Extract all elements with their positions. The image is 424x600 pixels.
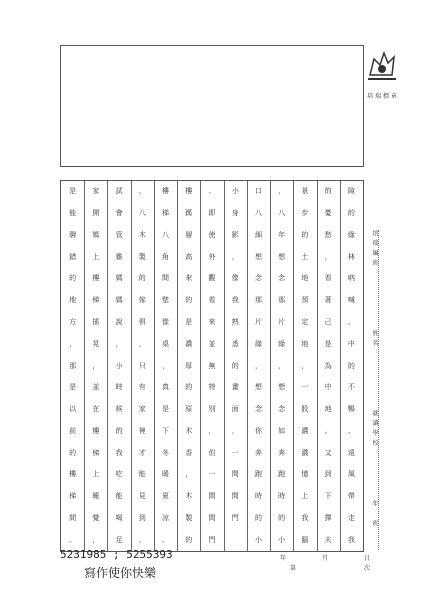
manuscript-cell: 蹊 bbox=[185, 209, 193, 218]
manuscript-cell: 帶 bbox=[347, 492, 355, 501]
manuscript-cell: 來 bbox=[185, 274, 193, 283]
manuscript-cell: 暢 bbox=[347, 405, 355, 414]
manuscript-cell: 層 bbox=[185, 230, 193, 239]
manuscript-cell: 只 bbox=[138, 361, 146, 370]
manuscript-cell: 、 bbox=[208, 187, 216, 196]
manuscript-cell: 下 bbox=[162, 426, 170, 435]
manuscript-cell: 桌 bbox=[162, 339, 170, 348]
manuscript-cell: 片 bbox=[278, 317, 286, 326]
manuscript-cell: 的 bbox=[69, 274, 77, 283]
manuscript-cell: 林 bbox=[347, 252, 355, 261]
manuscript-cell: ， bbox=[278, 361, 286, 370]
manuscript-cell: 是 bbox=[185, 317, 193, 326]
manuscript-cell: 、 bbox=[347, 426, 355, 435]
manuscript-column bbox=[224, 181, 247, 551]
manuscript-cell: 念 bbox=[254, 274, 262, 283]
manuscript-cell: 梯 bbox=[69, 492, 77, 501]
manuscript-cell: 能 bbox=[115, 492, 123, 501]
manuscript-cell: 晃 bbox=[92, 339, 100, 348]
manuscript-cell: 身 bbox=[231, 209, 239, 218]
manuscript-cell: 夏 bbox=[162, 492, 170, 501]
manuscript-cell: 的 bbox=[347, 209, 355, 218]
manuscript-cell: 奔 bbox=[278, 448, 286, 457]
manuscript-cell: 的 bbox=[278, 513, 286, 522]
manuscript-cell: ， bbox=[208, 426, 216, 435]
manuscript-cell: 口 bbox=[254, 187, 262, 196]
column-divider bbox=[247, 181, 248, 551]
manuscript-cell: 樓 bbox=[162, 187, 170, 196]
manuscript-cell: 間 bbox=[69, 513, 77, 522]
manuscript-cell: 間 bbox=[208, 513, 216, 522]
manuscript-cell: 但 bbox=[208, 448, 216, 457]
manuscript-cell: ， bbox=[231, 252, 239, 261]
manuscript-cell: 、 bbox=[347, 317, 355, 326]
manuscript-cell: 己 bbox=[324, 317, 332, 326]
manuscript-cell: 睡 bbox=[92, 492, 100, 501]
manuscript-cell: 小 bbox=[115, 361, 123, 370]
manuscript-cell: 的 bbox=[301, 230, 309, 239]
school-label: 就 讀 學 校 ： bbox=[371, 410, 378, 457]
footer-slogan: 寫作使你快樂 bbox=[84, 566, 157, 580]
manuscript-cell: 濃 bbox=[301, 448, 309, 457]
manuscript-cell: 影 bbox=[231, 230, 239, 239]
manuscript-cell: 傢 bbox=[138, 296, 146, 305]
manuscript-cell: 看 bbox=[208, 296, 216, 305]
manuscript-cell: 搖 bbox=[92, 317, 100, 326]
manuscript-cell: 熟 bbox=[231, 317, 239, 326]
manuscript-cell: ， bbox=[92, 535, 100, 544]
manuscript-cell: 時 bbox=[254, 492, 262, 501]
manuscript-cell: 錯 bbox=[69, 252, 77, 261]
times-label: 次 bbox=[363, 565, 370, 572]
manuscript-cell: 中 bbox=[347, 339, 355, 348]
manuscript-cell: 到 bbox=[324, 470, 332, 479]
manuscript-cell: 的 bbox=[69, 448, 77, 457]
manuscript-cell: 梯 bbox=[92, 448, 100, 457]
manuscript-column bbox=[293, 181, 316, 551]
manuscript-cell: 。 bbox=[162, 535, 170, 544]
manuscript-cell: 樓 bbox=[69, 470, 77, 479]
manuscript-cell: 時 bbox=[115, 383, 123, 392]
manuscript-cell: 外 bbox=[208, 252, 216, 261]
manuscript-cell: 管 bbox=[115, 230, 123, 239]
manuscript-cell: 俱 bbox=[138, 317, 146, 326]
manuscript-cell: 年 bbox=[278, 230, 286, 239]
date-month: 月 bbox=[321, 555, 328, 562]
manuscript-cell: 是 bbox=[69, 187, 77, 196]
manuscript-cell: 綠 bbox=[347, 230, 355, 239]
manuscript-cell: 那 bbox=[254, 296, 262, 305]
manuscript-cell: 聊 bbox=[69, 230, 77, 239]
manuscript-cell: 那 bbox=[69, 361, 77, 370]
manuscript-cell: 八 bbox=[162, 230, 170, 239]
manuscript-cell: 使 bbox=[208, 230, 216, 239]
manuscript-cell: 擇 bbox=[324, 513, 332, 522]
manuscript-cell: 家 bbox=[92, 187, 100, 196]
manuscript-cell: 念 bbox=[278, 274, 286, 283]
manuscript-cell: 預 bbox=[301, 296, 309, 305]
manuscript-cell: 木 bbox=[185, 426, 193, 435]
manuscript-cell: 才 bbox=[138, 448, 146, 457]
manuscript-column bbox=[340, 181, 363, 551]
manuscript-cell: 製 bbox=[138, 252, 146, 261]
manuscript-cell: 角 bbox=[162, 252, 170, 261]
manuscript-cell: 喝 bbox=[115, 513, 123, 522]
date-day: 日 bbox=[363, 555, 370, 562]
manuscript-cell: ， bbox=[69, 339, 77, 348]
manuscript-cell: 憶 bbox=[301, 470, 309, 479]
manuscript-cell: 上 bbox=[301, 492, 309, 501]
column-divider bbox=[131, 181, 132, 551]
manuscript-cell: 隙 bbox=[347, 187, 355, 196]
manuscript-cell: 。 bbox=[324, 426, 332, 435]
manuscript-cell: 地 bbox=[324, 405, 332, 414]
manuscript-cell: 觀 bbox=[208, 274, 216, 283]
manuscript-cell: 想 bbox=[254, 252, 262, 261]
manuscript-cell: 念 bbox=[254, 405, 262, 414]
manuscript-cell: 真 bbox=[162, 383, 170, 392]
manuscript-cell: ， bbox=[301, 361, 309, 370]
manuscript-cell: 木 bbox=[138, 230, 146, 239]
manuscript-cell: 是 bbox=[162, 405, 170, 414]
manuscript-grid bbox=[60, 180, 364, 552]
manuscript-cell: 裡 bbox=[138, 426, 146, 435]
column-divider bbox=[200, 181, 201, 551]
manuscript-cell: 八 bbox=[138, 209, 146, 218]
manuscript-cell: 小 bbox=[231, 187, 239, 196]
manuscript-cell: 製 bbox=[185, 513, 193, 522]
manuscript-cell: 間 bbox=[231, 470, 239, 479]
manuscript-cell: 我 bbox=[347, 535, 355, 544]
manuscript-cell: ， bbox=[254, 361, 262, 370]
manuscript-cell: 小 bbox=[254, 535, 262, 544]
manuscript-cell: 悉 bbox=[231, 339, 239, 348]
manuscript-cell: 夫 bbox=[324, 535, 332, 544]
manuscript-cell: 的 bbox=[231, 361, 239, 370]
manuscript-cell: 在 bbox=[92, 405, 100, 414]
footer-phones: 5231985 ; 5255393 bbox=[60, 548, 173, 561]
manuscript-cell: 遠 bbox=[347, 448, 355, 457]
manuscript-cell: 別 bbox=[208, 405, 216, 414]
manuscript-cell: 厚 bbox=[185, 361, 193, 370]
manuscript-cell: 樓 bbox=[92, 274, 100, 283]
name-label: 姓 名 ： bbox=[371, 330, 378, 357]
manuscript-cell: 為 bbox=[324, 361, 332, 370]
manuscript-column bbox=[270, 181, 293, 551]
manuscript-cell: 間 bbox=[208, 492, 216, 501]
manuscript-cell: 木 bbox=[185, 492, 193, 501]
manuscript-cell: 的 bbox=[254, 513, 262, 522]
manuscript-cell: 定 bbox=[301, 317, 309, 326]
manuscript-cell: 我 bbox=[231, 296, 239, 305]
manuscript-cell: 景 bbox=[301, 187, 309, 196]
manuscript-cell: 、 bbox=[138, 187, 146, 196]
manuscript-cell: 能 bbox=[69, 209, 77, 218]
manuscript-cell: 見 bbox=[138, 492, 146, 501]
column-divider bbox=[317, 181, 318, 551]
manuscript-column bbox=[84, 181, 107, 551]
manuscript-cell: 高 bbox=[185, 252, 193, 261]
manuscript-cell bbox=[224, 529, 247, 551]
manuscript-cell: 無 bbox=[208, 361, 216, 370]
manuscript-cell: 土 bbox=[301, 252, 309, 261]
manuscript-cell: 綠 bbox=[278, 339, 286, 348]
manuscript-cell: 候 bbox=[115, 405, 123, 414]
date-year: 年 bbox=[280, 555, 287, 562]
manuscript-column bbox=[61, 181, 84, 551]
manuscript-cell: 有 bbox=[138, 383, 146, 392]
manuscript-cell: ， bbox=[138, 535, 146, 544]
manuscript-cell: ， bbox=[92, 361, 100, 370]
manuscript-cell: ， bbox=[231, 426, 239, 435]
manuscript-cell: 覺 bbox=[92, 513, 100, 522]
manuscript-cell: 吃 bbox=[115, 470, 123, 479]
manuscript-cell: 媽 bbox=[115, 274, 123, 283]
manuscript-cell: 細 bbox=[254, 230, 262, 239]
manuscript-cell: 步 bbox=[301, 209, 309, 218]
manuscript-cell: 地 bbox=[301, 274, 309, 283]
manuscript-cell: 我 bbox=[115, 448, 123, 457]
column-divider bbox=[270, 181, 271, 551]
manuscript-cell: 像 bbox=[162, 317, 170, 326]
manuscript-column bbox=[107, 181, 130, 551]
manuscript-cell: 門 bbox=[231, 513, 239, 522]
manuscript-cell: 時 bbox=[278, 492, 286, 501]
manuscript-cell: 如 bbox=[278, 426, 286, 435]
column-divider bbox=[177, 181, 178, 551]
manuscript-cell: 像 bbox=[231, 274, 239, 283]
manuscript-cell: 上 bbox=[92, 470, 100, 479]
manuscript-cell: 一 bbox=[301, 383, 309, 392]
manuscript-cell: 憂 bbox=[324, 209, 332, 218]
manuscript-cell: 喊 bbox=[347, 296, 355, 305]
manuscript-cell: 樓 bbox=[185, 187, 193, 196]
manuscript-cell: 看 bbox=[324, 274, 332, 283]
manuscript-cell: 地 bbox=[69, 296, 77, 305]
manuscript-cell: 中 bbox=[324, 383, 332, 392]
manuscript-cell: 冬 bbox=[162, 448, 170, 457]
manuscript-column bbox=[177, 181, 200, 551]
manuscript-cell: 一 bbox=[231, 448, 239, 457]
manuscript-cell: 不 bbox=[347, 383, 355, 392]
manuscript-cell: 的 bbox=[138, 274, 146, 283]
manuscript-cell: 的 bbox=[115, 426, 123, 435]
manuscript-cell: 八 bbox=[278, 209, 286, 218]
manuscript-cell: 吶 bbox=[347, 274, 355, 283]
manuscript-cell: 畫 bbox=[231, 383, 239, 392]
column-divider bbox=[224, 181, 225, 551]
manuscript-column bbox=[200, 181, 223, 551]
top-frame bbox=[60, 45, 364, 167]
stamp-label: 培 瑞 標 章 bbox=[367, 93, 397, 100]
stamp-area bbox=[362, 45, 402, 105]
manuscript-cell: 開 bbox=[92, 209, 100, 218]
manuscript-cell: 特 bbox=[208, 383, 216, 392]
manuscript-cell: 風 bbox=[347, 470, 355, 479]
manuscript-cell: 媽 bbox=[92, 230, 100, 239]
manuscript-cell: 綠 bbox=[254, 339, 262, 348]
manuscript-cell: 股 bbox=[301, 405, 309, 414]
manuscript-cell: 間 bbox=[162, 274, 170, 283]
manuscript-cell: 前 bbox=[69, 426, 77, 435]
manuscript-cell: 香 bbox=[185, 448, 193, 457]
manuscript-cell: ， bbox=[278, 187, 286, 196]
manuscript-cell: 一 bbox=[208, 470, 216, 479]
manuscript-cell: 走 bbox=[347, 513, 355, 522]
manuscript-cell: 並 bbox=[92, 383, 100, 392]
manuscript-cell: 的 bbox=[185, 383, 193, 392]
manuscript-cell: 下 bbox=[324, 492, 332, 501]
seq-label: 第 bbox=[290, 565, 297, 572]
column-divider bbox=[340, 181, 341, 551]
manuscript-cell: 壁 bbox=[162, 296, 170, 305]
manuscript-cell: 的 bbox=[347, 361, 355, 370]
manuscript-cell: 的 bbox=[185, 296, 193, 305]
manuscript-cell: 暖 bbox=[162, 470, 170, 479]
editor-label: 培 瑞 編 班 ： bbox=[371, 230, 378, 277]
manuscript-cell: 以 bbox=[69, 405, 77, 414]
manuscript-cell: 上 bbox=[92, 252, 100, 261]
manuscript-cell: 濃 bbox=[185, 339, 193, 348]
manuscript-cell: 並 bbox=[208, 339, 216, 348]
manuscript-cell: 跑 bbox=[254, 470, 262, 479]
manuscript-cell: 愁 bbox=[324, 230, 332, 239]
manuscript-cell: 即 bbox=[208, 209, 216, 218]
class-label: 班 bbox=[371, 520, 378, 527]
column-divider bbox=[107, 181, 108, 551]
manuscript-cell: 樓 bbox=[92, 426, 100, 435]
manuscript-cell: 試 bbox=[115, 187, 123, 196]
manuscript-cell: 原 bbox=[185, 405, 193, 414]
manuscript-cell: 想 bbox=[278, 252, 286, 261]
manuscript-cell: 間 bbox=[231, 492, 239, 501]
manuscript-cell: ， bbox=[185, 470, 193, 479]
manuscript-cell: 方 bbox=[69, 317, 77, 326]
manuscript-cell: ， bbox=[138, 339, 146, 348]
manuscript-cell: 會 bbox=[115, 209, 123, 218]
manuscript-column bbox=[247, 181, 270, 551]
manuscript-cell: 小 bbox=[278, 535, 286, 544]
manuscript-cell: 是 bbox=[69, 383, 77, 392]
manuscript-cell: 跑 bbox=[278, 470, 286, 479]
manuscript-cell: 說 bbox=[115, 317, 123, 326]
manuscript-cell: 地 bbox=[301, 339, 309, 348]
manuscript-cell: 想 bbox=[254, 383, 262, 392]
manuscript-cell: 梯 bbox=[92, 296, 100, 305]
manuscript-cell: 著 bbox=[324, 296, 332, 305]
manuscript-column bbox=[154, 181, 177, 551]
manuscript-cell: 濃 bbox=[301, 426, 309, 435]
manuscript-cell: 面 bbox=[231, 405, 239, 414]
manuscript-cell: 是 bbox=[324, 339, 332, 348]
manuscript-cell: 門 bbox=[208, 535, 216, 544]
grade-label: 年 bbox=[371, 500, 378, 507]
manuscript-cell: 來 bbox=[208, 317, 216, 326]
column-divider bbox=[293, 181, 294, 551]
manuscript-cell: ， bbox=[162, 361, 170, 370]
manuscript-column bbox=[131, 181, 154, 551]
manuscript-cell: 足 bbox=[115, 535, 123, 544]
manuscript-cell: 你 bbox=[254, 426, 262, 435]
margin-line bbox=[378, 230, 379, 550]
manuscript-cell: 涼 bbox=[162, 513, 170, 522]
manuscript-cell: 想 bbox=[278, 383, 286, 392]
manuscript-cell: 媽 bbox=[115, 296, 123, 305]
manuscript-cell: 八 bbox=[254, 209, 262, 218]
seq-row bbox=[290, 563, 370, 573]
manuscript-cell: ， bbox=[115, 339, 123, 348]
manuscript-cell: 念 bbox=[278, 405, 286, 414]
manuscript-column bbox=[317, 181, 340, 551]
manuscript-cell: 。 bbox=[69, 535, 77, 544]
manuscript-cell: 的 bbox=[324, 187, 332, 196]
manuscript-cell: 奔 bbox=[254, 448, 262, 457]
column-divider bbox=[84, 181, 85, 551]
stamp-logo-icon bbox=[362, 45, 402, 85]
manuscript-cell: 腦 bbox=[301, 535, 309, 544]
manuscript-cell: 那 bbox=[278, 296, 286, 305]
manuscript-cell: 片 bbox=[254, 317, 262, 326]
manuscript-cell: 我 bbox=[301, 513, 309, 522]
manuscript-cell: 家 bbox=[138, 405, 146, 414]
manuscript-cell: 到 bbox=[138, 513, 146, 522]
manuscript-cell: 梯 bbox=[162, 209, 170, 218]
manuscript-cell: 又 bbox=[324, 448, 332, 457]
manuscript-cell: 的 bbox=[185, 535, 193, 544]
manuscript-cell: 雞 bbox=[115, 252, 123, 261]
manuscript-cell: ， bbox=[324, 252, 332, 261]
manuscript-cell: 能 bbox=[138, 470, 146, 479]
column-divider bbox=[154, 181, 155, 551]
